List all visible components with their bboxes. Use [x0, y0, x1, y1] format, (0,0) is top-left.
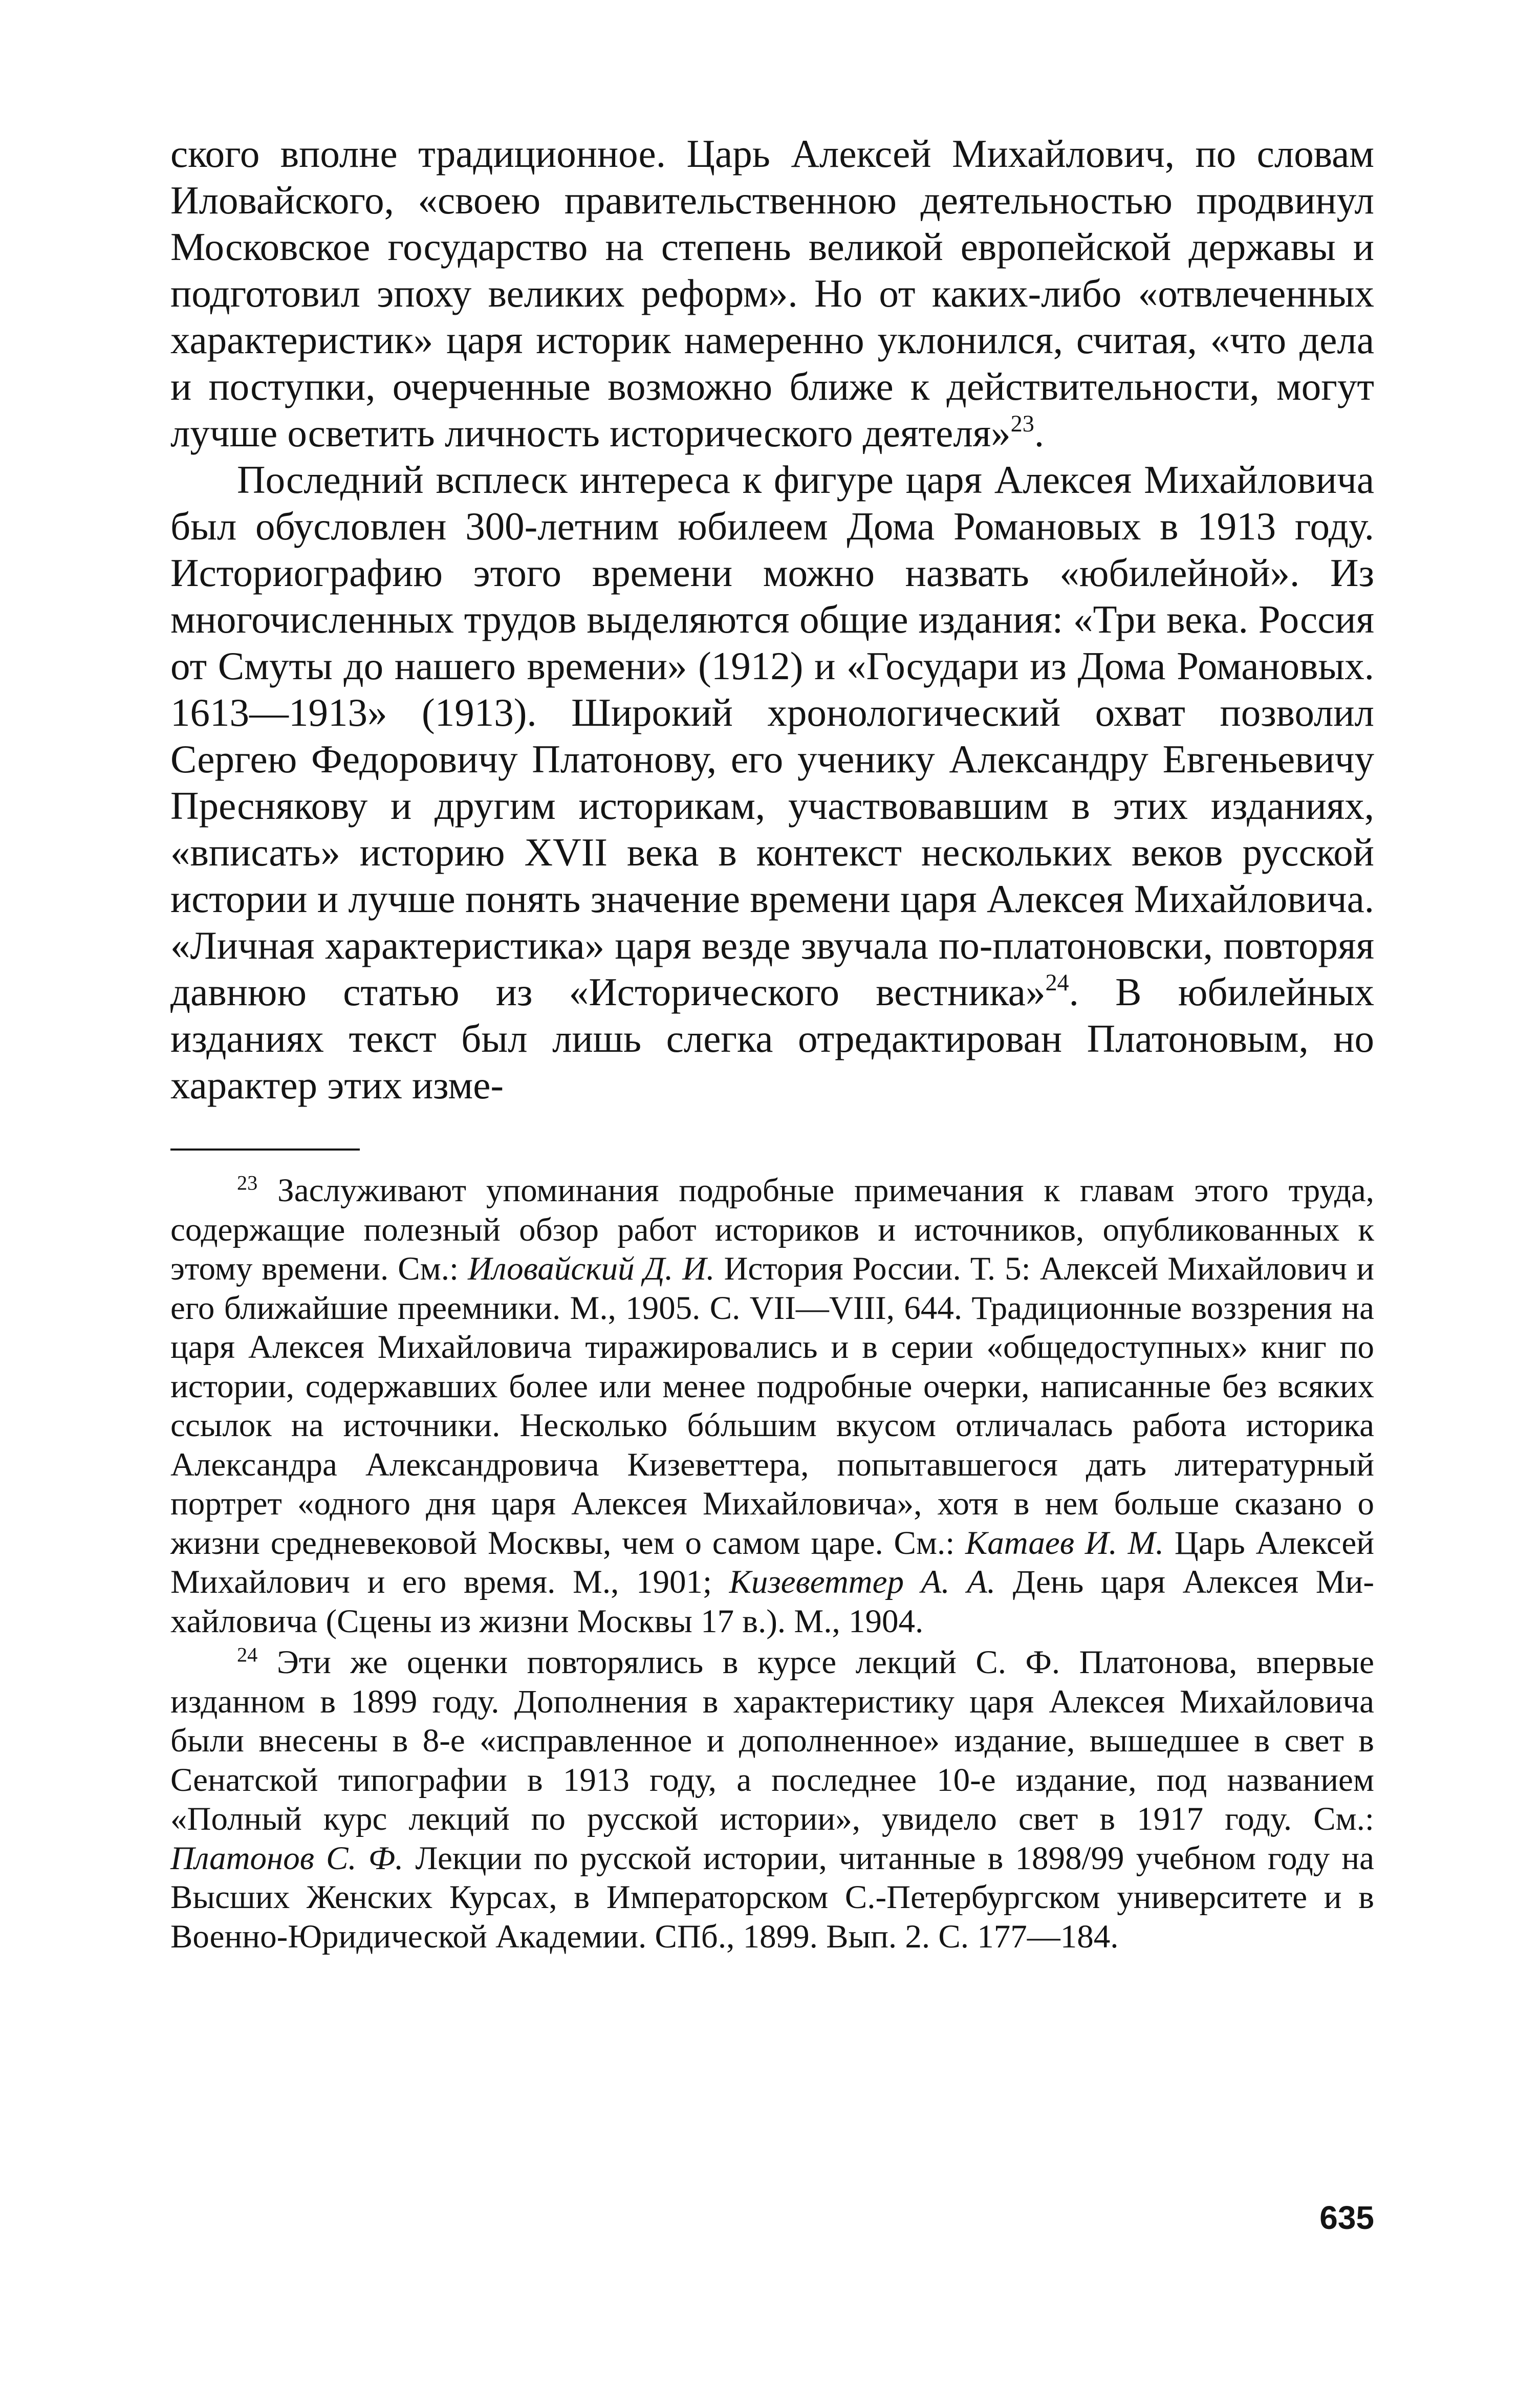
footnote-24-author-platonov: Платонов С. Ф.: [170, 1839, 404, 1877]
footnote-23-author-kizevetter: Кизеветтер А. А.: [729, 1564, 996, 1600]
page-number: 635: [1319, 2199, 1374, 2236]
footnote-separator: [170, 1149, 360, 1151]
footnote-23-text-4: День царя Алексея Михайловича (Сцены из жизни Москвы 17 в.). М., 1904.: [170, 1564, 1374, 1640]
footnote-24-text: Эти же оценки повторялись в курсе лекций С. Ф. Платонова, впервые изданном в 1899 году. Дополнения в характеристику царя Алексея Михайловича были внесены в 8-е «исправленное и дополненное» издание, вышедшее в свет в Сенатской типографии в 1913 году, а последнее 10-е издание, под названием «Полный курс лекций по русской истории», увидело свет в 1917 году. См.:: [170, 1644, 1374, 1837]
footnote-23-author-kataev: Катаев И. М.: [965, 1524, 1164, 1562]
footnotes: [170, 1171, 1374, 1956]
footnote-23-text-3: Царь Алексей Михайлович и его время. М., 1901;: [170, 1524, 1374, 1600]
footnote-ref-23[interactable]: 23: [1010, 410, 1034, 437]
paragraph-2-text: Последний всплеск интереса к фигуре царя Алексея Михайловича был обусловлен 300-летним юбилеем Дома Романовых в 1913 году. Историографию этого времени можно назвать «юбилейной». Из многочисленных трудов выделяются общие издания: «Три века. Россия от Смуты до нашего времени» (1912) и «Государи из Дома Романовых. 1613—1913» (1913). Широкий хронологический охват позволил Сергею Федоровичу Платонову, его ученику Александру Евгеньевичу Преснякову и другим историкам, участвовавшим в этих изданиях, «вписать» историю XVII века в контекст нескольких веков русской истории и лучше понять значение времени царя Алексея Михайловича. «Личная характеристика» царя везде звучала по-платоновски, повторяя давнюю статью из «Исторического вестника»: [170, 458, 1374, 1014]
paragraph-1-end: .: [1034, 411, 1045, 455]
paragraph-1: [170, 131, 1374, 457]
paragraph-2: [170, 457, 1374, 1109]
footnote-24-mark: 24: [237, 1643, 258, 1666]
footnote-ref-24[interactable]: 24: [1045, 969, 1069, 996]
footnote-23-mark: 23: [237, 1171, 258, 1195]
footnote-23: [170, 1171, 1374, 1641]
footnote-23-author-ilovaisky: Иловайский Д. И.: [468, 1250, 715, 1287]
paragraph-1-text: ского вполне традиционное. Царь Алексей Михайлович, по словам Иловайского, «своею правительственною деятельностью продвинул Московское государство на степень великой европейской державы и подготовил эпоху великих реформ». Но от каких-либо «отвлеченных характеристик» царя историк намеренно уклонился, считая, «что дела и поступки, очерченные возможно ближе к действительности, могут лучше осветить личность исторического деятеля»: [170, 132, 1374, 455]
paragraph-2-continuation: . В юбилейных изданиях текст был лишь слегка отредактирован Платоновым, но характер этих изме-: [170, 970, 1374, 1107]
main-text: [170, 131, 1374, 1109]
footnote-23-text: Заслуживают упоминания подробные примечания к главам этого труда, содержащие полезный обзор работ историков и источников, опубликованных к этому времени. См.:: [170, 1172, 1374, 1287]
book-page: [170, 131, 1374, 1956]
footnote-23-text-2: История России. Т. 5: Алексей Михайлович и его ближайшие преемники. М., 1905. С. VII—VIII, 644. Традиционные воззрения на царя Алексея Михайловича тиражировались и в серии «общедоступных» книг по истории, содержавших более или менее подробные очерки, написанные без всяких ссылок на источники. Несколько бóльшим вкусом отличалась работа историка Александра Александровича Кизеветтера, попытавшегося дать литературный портрет «одного дня царя Алексея Михайловича», хотя в нем больше сказано о жизни средневековой Москвы, чем о самом царе. См.:: [170, 1250, 1374, 1562]
footnote-24: [170, 1643, 1374, 1956]
footnote-24-text-2: Лекции по русской истории, читанные в 1898/99 учебном году на Высших Женских Курсах, в Императорском С.-Петербургском университете и в Военно-Юридической Академии. СПб., 1899. Вып. 2. С. 177—184.: [170, 1839, 1374, 1955]
